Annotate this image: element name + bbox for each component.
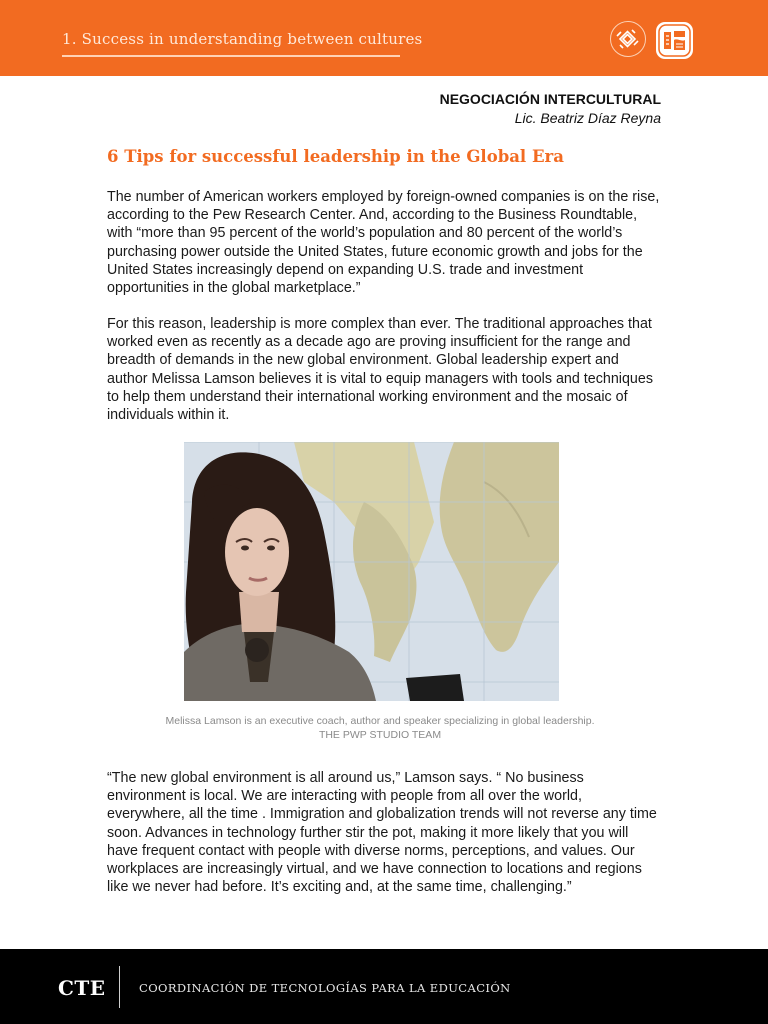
title-underline xyxy=(62,55,400,57)
photo-caption xyxy=(107,714,653,742)
section-title: 1. Success in understanding between cultures xyxy=(62,30,423,48)
footer-divider xyxy=(119,966,120,1008)
article-paragraph: The number of American workers employed by foreign-owned companies is on the rise, according to the Pew Research Center. And, according to the Business Roundtable, with “more than 95 percent of the world’s population and 80 percent of the world’s purchasing power outside the United States, future economic growth and jobs for the United States increasingly depend on expanding U.S. trade and investment opportunities in the global marketplace.” xyxy=(107,189,660,297)
course-title: NEGOCIACIÓN INTERCULTURAL xyxy=(439,91,661,107)
footer-organization: COORDINACIÓN DE TECNOLOGÍAS PARA LA EDUCACIÓN xyxy=(139,981,511,995)
footer-logo: CTE xyxy=(58,976,106,1000)
page-header xyxy=(0,0,768,76)
caption-text: Melissa Lamson is an executive coach, author and speaker specializing in global leadership. xyxy=(165,715,595,727)
circular-emblem-icon xyxy=(610,21,646,57)
portrait-photo xyxy=(184,442,559,701)
article-paragraph: “The new global environment is all around us,” Lamson says. “ No business environment is local. We are interacting with people from all over the world, everywhere, all the time . Immigration and globalization trends will not reverse any time soon. Advances in technology further stir the pot, making it more likely that you will have frequent contact with people with diverse norms, perceptions, and values. Our workplaces are increasingly virtual, and we have connection to locations and regions like we never had before. It’s exciting and, at the same time, challenging.” xyxy=(107,770,657,896)
article-title: 6 Tips for successful leadership in the Global Era xyxy=(107,147,564,166)
page-footer xyxy=(0,949,768,1024)
course-author: Lic. Beatriz Díaz Reyna xyxy=(514,110,661,126)
caption-credit: THE PWP STUDIO TEAM xyxy=(318,729,442,741)
institution-crest-icon xyxy=(656,22,693,59)
article-paragraph: For this reason, leadership is more complex than ever. The traditional approaches that worked even as recently as a decade ago are proving insufficient for the range and breadth of demands in the new global environment. Global leadership expert and author Melissa Lamson believes it is vital to equip managers with tools and techniques to help them understand their international working environment and the mosaic of individuals within it. xyxy=(107,316,653,424)
